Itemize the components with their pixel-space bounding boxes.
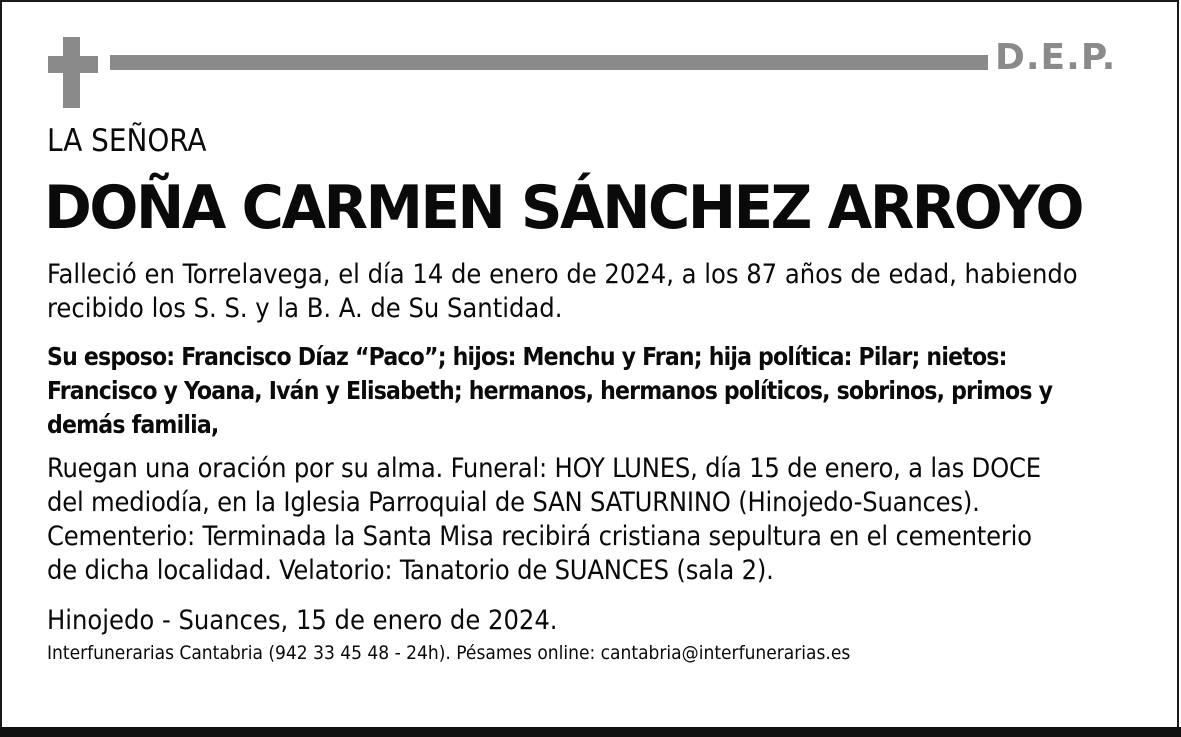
text-line: Su esposo: Francisco Díaz “Paco”; hijos: Menchu y Fran; hija política: Pilar; nietos:	[47, 342, 1007, 371]
text-line: recibido los S. S. y la B. A. de Su Santidad.	[47, 293, 563, 324]
text-line: demás familia,	[47, 410, 219, 439]
cross-icon-bar	[48, 56, 98, 73]
header-rule	[110, 55, 988, 70]
text-line: Ruegan una oración por su alma. Funeral: HOY LUNES, día 15 de enero, a las DOCE	[47, 453, 1041, 484]
death-notice-paragraph	[47, 258, 1157, 326]
dep-label: D.E.P.	[995, 37, 1117, 78]
bottom-border	[0, 727, 1181, 737]
text-line: del mediodía, en la Iglesia Parroquial de SAN SATURNINO (Hinojedo-Suances).	[47, 487, 980, 518]
text-line: Francisco y Yoana, Iván y Elisabeth; hermanos, hermanos políticos, sobrinos, primos y	[47, 376, 1053, 405]
honorific: LA SEÑORA	[47, 123, 207, 159]
family-paragraph	[47, 340, 1157, 442]
funeral-paragraph	[47, 452, 1157, 588]
place-date: Hinojedo - Suances, 15 de enero de 2024.	[47, 605, 558, 636]
text-line: Cementerio: Terminada la Santa Misa recibirá cristiana sepultura en el cementerio	[47, 521, 1032, 552]
text-line: de dicha localidad. Velatorio: Tanatorio de SUANCES (sala 2).	[47, 555, 774, 586]
deceased-name: DOÑA CARMEN SÁNCHEZ ARROYO	[44, 173, 1083, 243]
contact-line: Interfunerarias Cantabria (942 33 45 48 - 24h). Pésames online: cantabria@interfunerarias.es	[47, 642, 851, 664]
text-line: Falleció en Torrelavega, el día 14 de enero de 2024, a los 87 años de edad, habiendo	[47, 259, 1078, 290]
